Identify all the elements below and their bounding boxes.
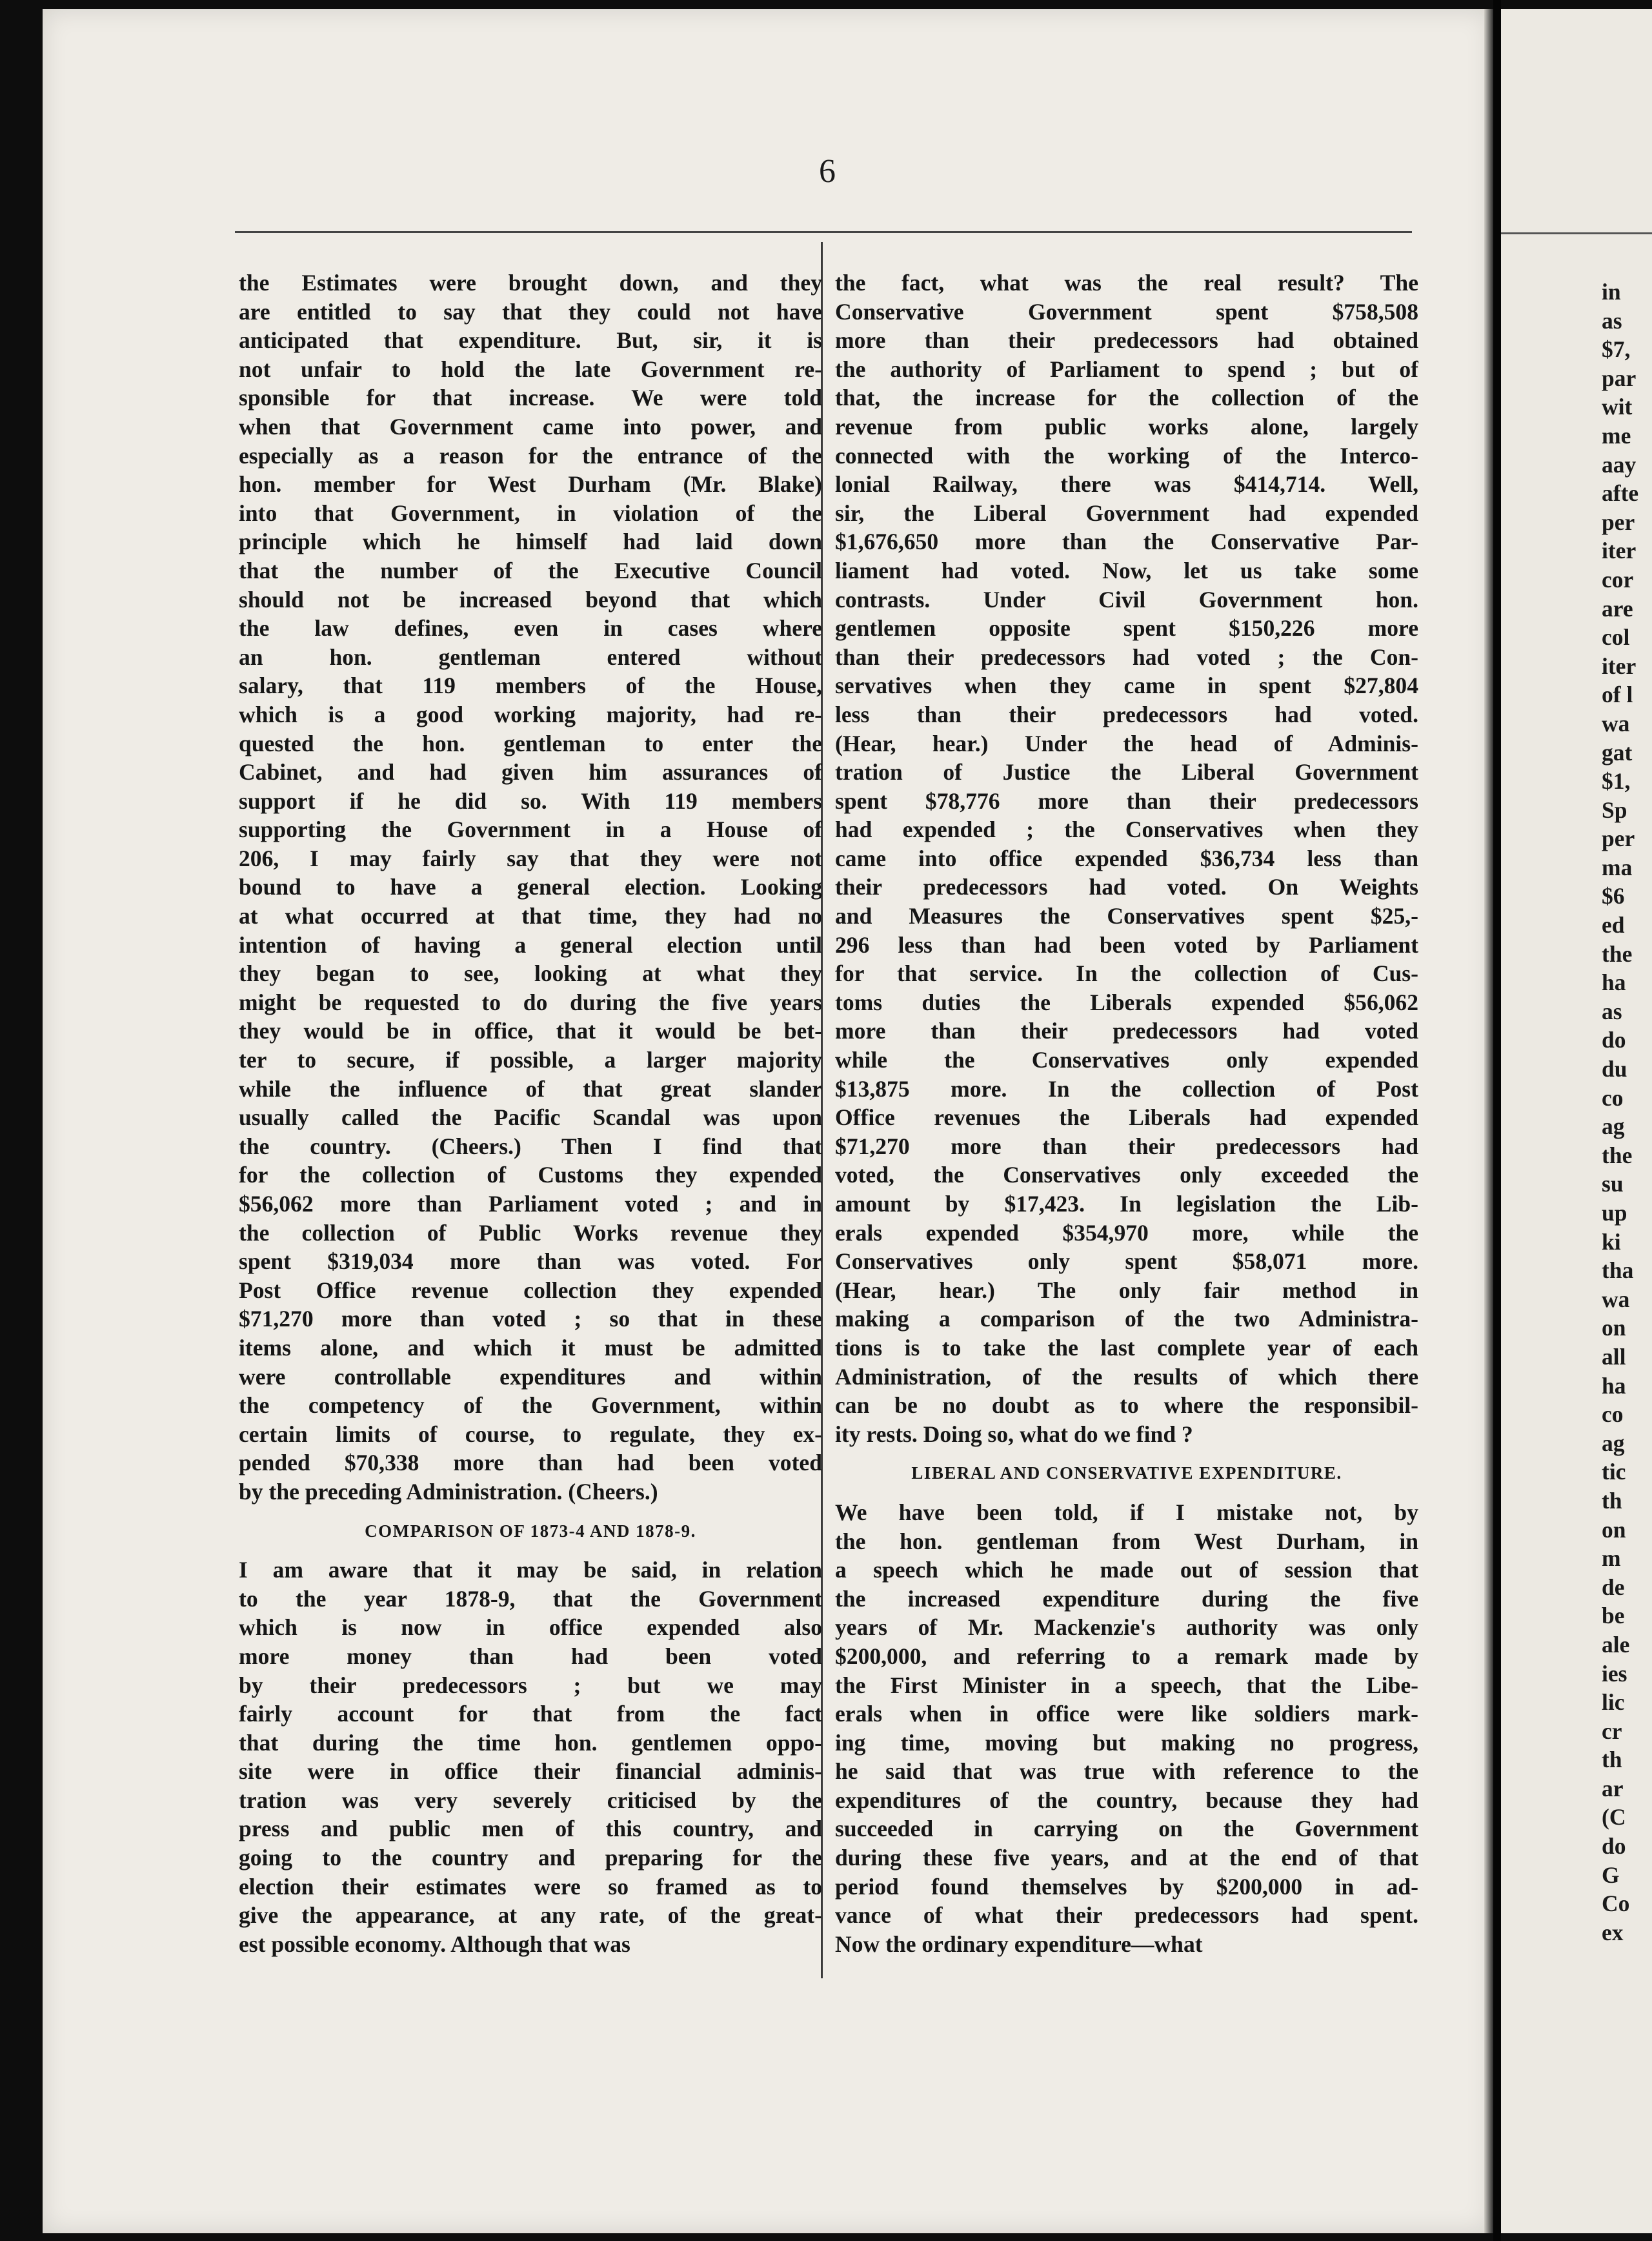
- facing-line-fragment: ar: [1602, 1775, 1624, 1801]
- text-line: during these five years, and at the end of that: [835, 1845, 1418, 1871]
- text-line: fairly account for that from the fact: [239, 1701, 822, 1727]
- text-line: were controllable expenditures and within: [239, 1363, 822, 1390]
- facing-line-fragment: G: [1602, 1861, 1620, 1888]
- facing-line-fragment: me: [1602, 422, 1631, 449]
- text-line: spent $319,034 more than was voted. For: [239, 1248, 822, 1275]
- text-line: (Hear, hear.) Under the head of Adminis-: [835, 730, 1418, 756]
- text-line: election their estimates were so framed as to: [239, 1873, 822, 1900]
- facing-line-fragment: ha: [1602, 969, 1626, 996]
- text-line: site were in office their financial adminis-: [239, 1758, 822, 1785]
- facing-line-fragment: the: [1602, 1142, 1633, 1168]
- text-line: Post Office revenue collection they expended: [239, 1277, 822, 1303]
- facing-header-rule: [1501, 232, 1652, 234]
- facing-line-fragment: as: [1602, 307, 1622, 334]
- text-line: principle which he himself had laid down: [239, 529, 822, 555]
- page-gutter: [1493, 0, 1501, 2241]
- text-line: to the year 1878-9, that the Government: [239, 1585, 822, 1612]
- header-rule: [235, 231, 1412, 233]
- right-column-text-top: [835, 269, 1418, 1448]
- facing-line-fragment: du: [1602, 1056, 1627, 1082]
- facing-line-fragment: col: [1602, 624, 1630, 651]
- text-line: contrasts. Under Civil Government hon.: [835, 586, 1418, 613]
- text-line: Office revenues the Liberals had expended: [835, 1104, 1418, 1131]
- text-line: We have been told, if I mistake not, by: [835, 1499, 1418, 1525]
- text-line: amount by $17,423. In legislation the Lib-: [835, 1191, 1418, 1217]
- text-line: he said that was true with reference to the: [835, 1758, 1418, 1785]
- facing-line-fragment: lic: [1602, 1689, 1625, 1716]
- text-line: gentlemen opposite spent $150,226 more: [835, 615, 1418, 642]
- text-line: are entitled to say that they could not have: [239, 298, 822, 325]
- text-line: they began to see, looking at what they: [239, 960, 822, 987]
- text-line: expenditures of the country, because they had: [835, 1787, 1418, 1813]
- text-line: especially as a reason for the entrance of the: [239, 442, 822, 469]
- left-column: [239, 269, 822, 1958]
- facing-line-fragment: be: [1602, 1603, 1625, 1629]
- text-line: usually called the Pacific Scandal was upon: [239, 1104, 822, 1131]
- text-line: pended $70,338 more than had been voted: [239, 1450, 822, 1476]
- text-line: by the preceding Administration. (Cheers.): [239, 1478, 658, 1505]
- facing-page-column: [1602, 278, 1652, 1947]
- text-line: quested the hon. gentleman to enter the: [239, 730, 822, 756]
- text-line: the First Minister in a speech, that the Libe-: [835, 1672, 1418, 1698]
- text-line: less than their predecessors had voted.: [835, 701, 1418, 727]
- text-line: by their predecessors ; but we may: [239, 1672, 822, 1698]
- facing-line-fragment: ma: [1602, 854, 1633, 880]
- facing-line-fragment: ed: [1602, 912, 1625, 938]
- text-line: while the Conservatives only expended: [835, 1047, 1418, 1073]
- facing-line-fragment: ale: [1602, 1631, 1630, 1658]
- text-line: that during the time hon. gentlemen oppo-: [239, 1729, 822, 1756]
- text-line: succeeded in carrying on the Government: [835, 1816, 1418, 1842]
- facing-line-fragment: per: [1602, 826, 1635, 852]
- facing-line-fragment: th: [1602, 1487, 1622, 1514]
- text-line: liament had voted. Now, let us take some: [835, 557, 1418, 583]
- facing-line-fragment: cor: [1602, 566, 1634, 593]
- facing-line-fragment: ki: [1602, 1228, 1621, 1255]
- right-column-text-bottom: [835, 1498, 1418, 1959]
- text-line: bound to have a general election. Looking: [239, 874, 822, 900]
- text-line: for the collection of Customs they expended: [239, 1162, 822, 1188]
- left-column-text-top: [239, 269, 822, 1506]
- facing-line-fragment: cr: [1602, 1718, 1622, 1744]
- text-line: the fact, what was the real result? The: [835, 270, 1418, 296]
- text-line: tions is to take the last complete year of each: [835, 1334, 1418, 1361]
- text-line: while the influence of that great slander: [239, 1075, 822, 1102]
- facing-line-fragment: wa: [1602, 710, 1630, 736]
- page-edge: [1484, 9, 1493, 2233]
- facing-line-fragment: tha: [1602, 1257, 1634, 1284]
- facing-line-fragment: wa: [1602, 1286, 1630, 1312]
- text-line: came into office expended $36,734 less than: [835, 845, 1418, 871]
- facing-line-fragment: in: [1602, 279, 1621, 305]
- text-line: revenue from public works alone, largely: [835, 413, 1418, 440]
- facing-line-fragment: m: [1602, 1545, 1621, 1572]
- facing-line-fragment: do: [1602, 1027, 1626, 1053]
- text-line: the Estimates were brought down, and they: [239, 270, 822, 296]
- text-line: a speech which he made out of session that: [835, 1557, 1418, 1583]
- facing-line-fragment: $6: [1602, 883, 1625, 909]
- text-line: had expended ; the Conservatives when they: [835, 816, 1418, 843]
- text-line: (Hear, hear.) The only fair method in: [835, 1277, 1418, 1303]
- facing-line-fragment: as: [1602, 998, 1622, 1024]
- text-line: the authority of Parliament to spend ; but of: [835, 356, 1418, 382]
- text-line: ity rests. Doing so, what do we find ?: [835, 1421, 1193, 1447]
- facing-line-fragment: $1,: [1602, 768, 1631, 795]
- text-line: that the number of the Executive Council: [239, 557, 822, 583]
- facing-line-fragment: ex: [1602, 1919, 1624, 1945]
- right-column: [835, 269, 1418, 1958]
- text-line: an hon. gentleman entered without: [239, 644, 822, 670]
- text-line: vance of what their predecessors had spent.: [835, 1902, 1418, 1929]
- text-line: intention of having a general election until: [239, 931, 822, 958]
- facing-line-fragment: gat: [1602, 739, 1633, 766]
- text-line: supporting the Government in a House of: [239, 816, 822, 843]
- facing-line-fragment: the: [1602, 940, 1633, 967]
- facing-line-fragment: iter: [1602, 538, 1637, 564]
- facing-line-fragment: are: [1602, 595, 1633, 622]
- text-line: Conservative Government spent $758,508: [835, 298, 1418, 325]
- facing-line-fragment: co: [1602, 1401, 1624, 1428]
- text-line: the increased expenditure during the five: [835, 1585, 1418, 1612]
- text-line: which is a good working majority, had re-: [239, 701, 822, 727]
- text-line: period found themselves by $200,000 in ad-: [835, 1873, 1418, 1900]
- text-line: which is now in office expended also: [239, 1614, 822, 1641]
- facing-line-fragment: Co: [1602, 1891, 1630, 1917]
- text-line: $56,062 more than Parliament voted ; and in: [239, 1191, 822, 1217]
- text-line: erals expended $354,970 more, while the: [835, 1219, 1418, 1246]
- section-heading-comparison: COMPARISON OF 1873-4 AND 1878-9.: [365, 1521, 696, 1541]
- left-column-text-bottom: [239, 1556, 822, 1958]
- text-line: should not be increased beyond that which: [239, 586, 822, 613]
- text-line: est possible economy. Although that was: [239, 1931, 630, 1957]
- facing-line-fragment: aay: [1602, 451, 1637, 478]
- text-line: support if he did so. With 119 members: [239, 787, 822, 814]
- text-line: more than their predecessors had voted: [835, 1018, 1418, 1044]
- text-line: their predecessors had voted. On Weights: [835, 874, 1418, 900]
- text-line: more than their predecessors had obtained: [835, 327, 1418, 354]
- facing-line-fragment: (C: [1602, 1804, 1626, 1830]
- text-line: certain limits of course, to regulate, they ex-: [239, 1421, 822, 1447]
- facing-line-fragment: tic: [1602, 1459, 1626, 1485]
- facing-line-fragment: ies: [1602, 1660, 1627, 1687]
- text-line: servatives when they came in spent $27,804: [835, 673, 1418, 699]
- text-line: when that Government came into power, and: [239, 413, 822, 440]
- text-line: tration of Justice the Liberal Government: [835, 759, 1418, 786]
- text-line: salary, that 119 members of the House,: [239, 673, 822, 699]
- facing-line-fragment: par: [1602, 365, 1637, 391]
- text-line: can be no doubt as to where the responsibil-: [835, 1392, 1418, 1419]
- text-line: than their predecessors had voted ; the Con-: [835, 644, 1418, 670]
- text-line: ter to secure, if possible, a larger majority: [239, 1047, 822, 1073]
- text-line: Administration, of the results of which there: [835, 1363, 1418, 1390]
- text-line: making a comparison of the two Administra-: [835, 1306, 1418, 1332]
- facing-line-fragment: per: [1602, 509, 1635, 535]
- text-line: going to the country and preparing for the: [239, 1845, 822, 1871]
- text-line: into that Government, in violation of the: [239, 500, 822, 526]
- text-line: Now the ordinary expenditure—what: [835, 1931, 1203, 1957]
- text-line: voted, the Conservatives only exceeded the: [835, 1162, 1418, 1188]
- facing-line-fragment: ag: [1602, 1113, 1625, 1140]
- text-line: that, the increase for the collection of the: [835, 385, 1418, 411]
- facing-line-fragment: $7,: [1602, 336, 1631, 363]
- text-line: Conservatives only spent $58,071 more.: [835, 1248, 1418, 1275]
- text-line: ing time, moving but making no progress,: [835, 1729, 1418, 1756]
- text-line: years of Mr. Mackenzie's authority was only: [835, 1614, 1418, 1641]
- text-line: $71,270 more than voted ; so that in these: [239, 1306, 822, 1332]
- text-line: for that service. In the collection of Cus-: [835, 960, 1418, 987]
- text-line: I am aware that it may be said, in relation: [239, 1557, 822, 1583]
- facing-line-fragment: up: [1602, 1200, 1627, 1226]
- text-line: 296 less than had been voted by Parliament: [835, 931, 1418, 958]
- text-line: $13,875 more. In the collection of Post: [835, 1075, 1418, 1102]
- facing-line-fragment: ag: [1602, 1430, 1625, 1456]
- text-line: sponsible for that increase. We were told: [239, 385, 822, 411]
- text-line: press and public men of this country, and: [239, 1816, 822, 1842]
- facing-line-fragment: ha: [1602, 1372, 1626, 1399]
- text-line: $71,270 more than their predecessors had: [835, 1133, 1418, 1159]
- facing-line-fragment: su: [1602, 1171, 1624, 1197]
- text-line: anticipated that expenditure. But, sir, it is: [239, 327, 822, 354]
- text-line: the collection of Public Works revenue they: [239, 1219, 822, 1246]
- facing-line-fragment: on: [1602, 1516, 1626, 1543]
- facing-line-fragment: de: [1602, 1574, 1625, 1600]
- facing-line-fragment: afte: [1602, 480, 1639, 507]
- text-line: the hon. gentleman from West Durham, in: [835, 1528, 1418, 1554]
- text-line: toms duties the Liberals expended $56,062: [835, 989, 1418, 1015]
- facing-page: [1501, 9, 1652, 2233]
- text-line: 206, I may fairly say that they were not: [239, 845, 822, 871]
- facing-line-fragment: iter: [1602, 653, 1637, 679]
- text-line: lonial Railway, there was $414,714. Well,: [835, 471, 1418, 498]
- text-line: hon. member for West Durham (Mr. Blake): [239, 471, 822, 498]
- page-number: 6: [819, 153, 836, 190]
- text-line: $1,676,650 more than the Conservative Par-: [835, 529, 1418, 555]
- text-line: the competency of the Government, within: [239, 1392, 822, 1419]
- facing-line-fragment: wit: [1602, 394, 1633, 420]
- text-line: they would be in office, that it would be bet-: [239, 1018, 822, 1044]
- text-line: erals when in office were like soldiers mark-: [835, 1701, 1418, 1727]
- text-line: Cabinet, and had given him assurances of: [239, 759, 822, 786]
- facing-line-fragment: Sp: [1602, 796, 1627, 823]
- text-line: might be requested to do during the five years: [239, 989, 822, 1015]
- section-heading-expenditure: LIBERAL AND CONSERVATIVE EXPENDITURE.: [911, 1463, 1342, 1483]
- facing-line-fragment: do: [1602, 1833, 1626, 1860]
- text-line: more money than had been voted: [239, 1643, 822, 1669]
- text-line: $200,000, and referring to a remark made by: [835, 1643, 1418, 1669]
- text-line: tration was very severely criticised by the: [239, 1787, 822, 1813]
- text-line: not unfair to hold the late Government re-: [239, 356, 822, 382]
- facing-line-fragment: of l: [1602, 682, 1633, 708]
- text-line: spent $78,776 more than their predecessors: [835, 787, 1418, 814]
- text-line: connected with the working of the Interco-: [835, 442, 1418, 469]
- text-line: sir, the Liberal Government had expended: [835, 500, 1418, 526]
- text-line: at what occurred at that time, they had no: [239, 903, 822, 929]
- facing-line-fragment: on: [1602, 1315, 1626, 1341]
- text-line: give the appearance, at any rate, of the great-: [239, 1902, 822, 1929]
- text-line: items alone, and which it must be admitted: [239, 1334, 822, 1361]
- facing-line-fragment: all: [1602, 1343, 1626, 1370]
- text-line: and Measures the Conservatives spent $25,-: [835, 903, 1418, 929]
- text-line: the country. (Cheers.) Then I find that: [239, 1133, 822, 1159]
- facing-line-fragment: co: [1602, 1084, 1624, 1111]
- facing-line-fragment: th: [1602, 1747, 1622, 1773]
- text-line: the law defines, even in cases where: [239, 615, 822, 642]
